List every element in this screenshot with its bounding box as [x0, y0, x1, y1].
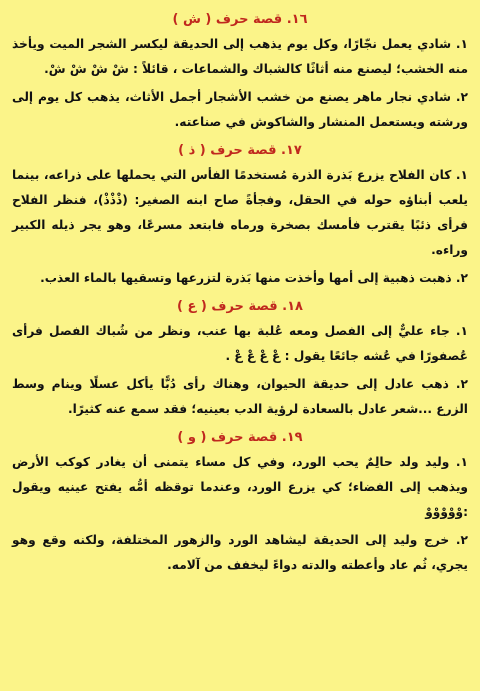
story-paragraph: ١. جاء عليٌّ إلى الفصل ومعه عُلبة بها عنب، ونظر من شُباك الفصل فرأى عُصفورًا في عُشه جائعًا يقول : عْ عْ عْ عْ .	[12, 324, 468, 363]
story-paragraph: ١. شادي يعمل نجّارًا، وكل يوم يذهب إلى الحديقة ليكسر الشجر الميت ويأخذ منه الخشب؛ ليصنع منه أثاثًا كالشباك والشماعات ، قائلاً : شْ شْ شْ شْ.	[12, 37, 468, 76]
section-heading: ١٦. قصة حرف ( ش )	[172, 12, 308, 27]
story-paragraph: ١. كان الفلاح يزرع بَذرة الذرة مُستخدمًا الفأس التي يحملها على ذراعه، بينما يلعب أبناؤه حوله في الحقل، وفجأةً صاح ابنه الصغير: (ذْذْذْ)، فنظر الفلاح فرأى ذئبًا يقترب فأمسك بصخرة ورماه فابتعد مسرعًا، وهو يجر ذيله الكبير وراءه.	[12, 168, 468, 257]
section-heading: ١٩. قصة حرف ( و )	[177, 430, 303, 445]
section-heading: ١٧. قصة حرف ( ذ )	[178, 143, 302, 158]
section-heading: ١٨. قصة حرف ( ع )	[177, 299, 303, 314]
story-paragraph: ٢. ذهبت ذهبية إلى أمها وأخذت منها بَذرة لتزرعها وتسقيها بالماء العذب.	[40, 271, 468, 285]
story-paragraph: ٢. ذهب عادل إلى حديقة الحيوان، وهناك رأى دُبًّا يأكل عسلًا وينام وسط الزرع ...شعر عادل بالسعادة لرؤية الدب بعينيه؛ فقد سمع عنه كثيرًا.	[12, 377, 468, 416]
story-section-dhal	[12, 141, 468, 291]
story-section-ain	[12, 297, 468, 422]
story-paragraph: ٢. شادي نجار ماهر يصنع من خشب الأشجار أجمل الأثاث، يذهب كل يوم إلى ورشته ويستعمل المنشار والشاكوش في صناعته.	[12, 90, 468, 129]
story-paragraph: ٢. خرج وليد إلى الحديقة ليشاهد الورد والزهور المختلفة، ولكنه وقع وهو يجري، ثُم عاد وأعطته والدته دواءً ليخفف من آلامه.	[12, 533, 468, 572]
story-section-shin	[12, 10, 468, 135]
story-section-waw	[12, 428, 468, 578]
story-paragraph: ١. وليد ولد حالِمٌ يحب الورد، وفي كل مساء يتمنى أن يغادر كوكب الأرض ويذهب إلى الفضاء؛ كي يزرع الورد، وعندما توقظه أمُّه يفتح عينيه ويقول :وْوْوْوْوْ	[12, 455, 468, 519]
